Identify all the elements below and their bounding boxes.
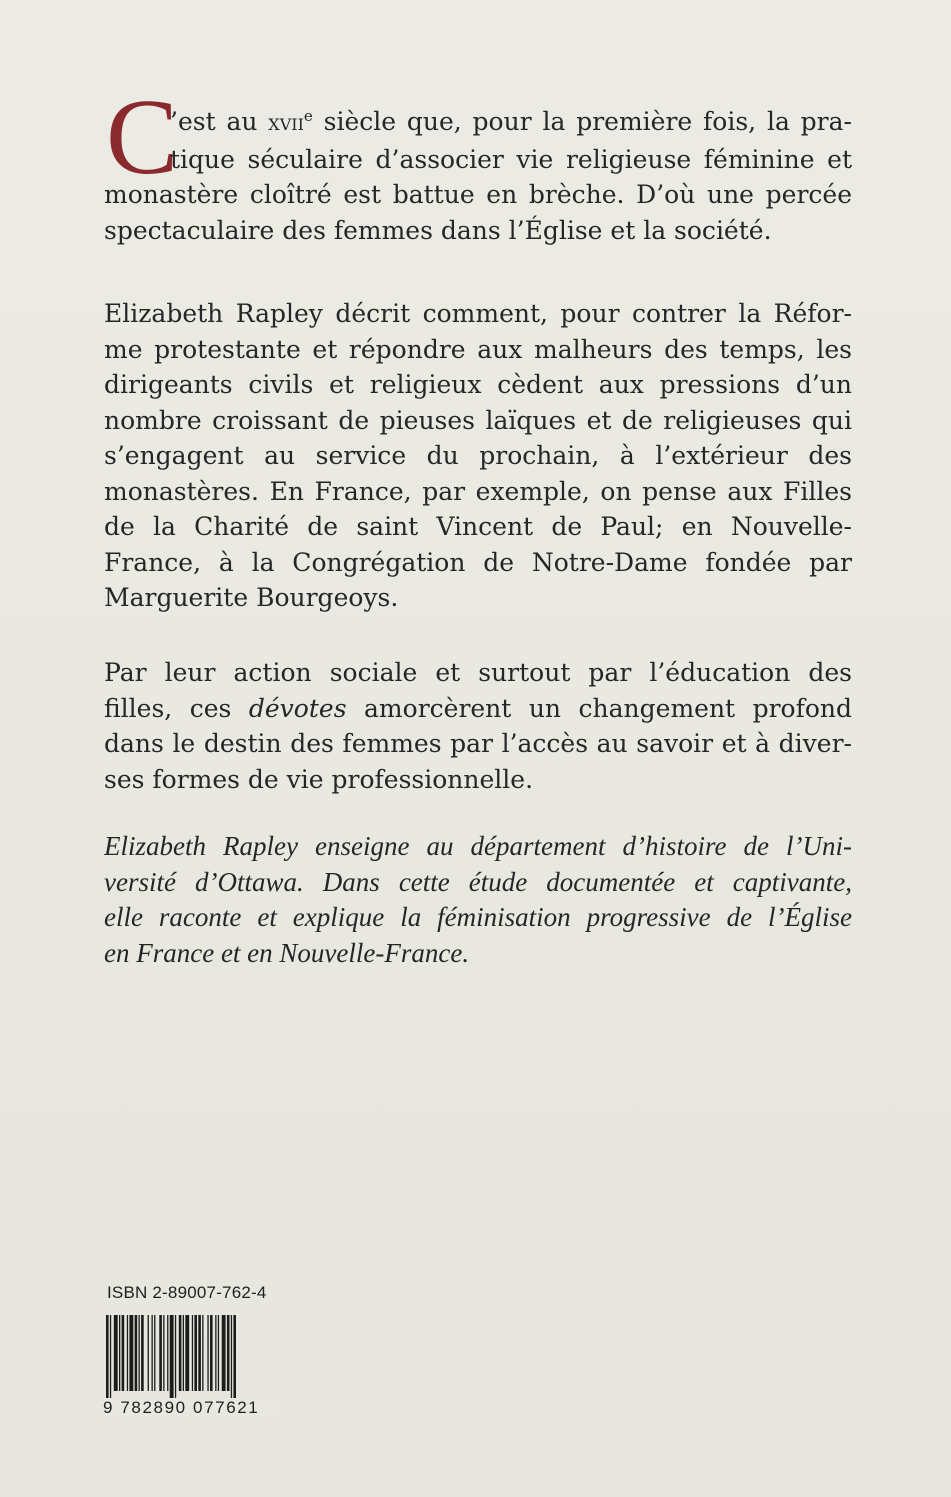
barcode-bar <box>106 1315 109 1399</box>
barcode-digits: 9 782890 077621 <box>103 1398 281 1418</box>
barcode-bar <box>222 1315 226 1391</box>
barcode-bar <box>129 1315 133 1391</box>
barcode-bar <box>159 1315 162 1391</box>
barcode-bar <box>154 1315 155 1391</box>
barcode-bar <box>233 1315 236 1399</box>
text-line: spectaculaire des femmes dans l’Église et la société. <box>104 215 772 245</box>
text-line <box>104 104 852 142</box>
barcode-bar <box>185 1315 189 1391</box>
author-bio <box>104 829 852 971</box>
text-fragment: amorcèrent un changement profond <box>346 693 852 723</box>
barcode-bar <box>218 1315 219 1391</box>
barcode-bar <box>194 1315 197 1391</box>
barcode-bar <box>175 1315 176 1399</box>
isbn-label: ISBN 2-89007-762-4 <box>107 1283 267 1302</box>
text-line: monastère cloîtré est battue en brèche. D’où une percée <box>104 180 852 209</box>
italic-term: dévotes <box>248 693 347 723</box>
paragraph-description <box>104 296 852 616</box>
drop-cap: C <box>106 78 179 197</box>
text-line: nombre croissant de pieuses laïques et de religieuses qui <box>104 405 852 435</box>
barcode-bar <box>179 1315 182 1391</box>
barcode-graphic <box>104 1315 279 1403</box>
barcode-bar <box>192 1315 193 1391</box>
barcode-bar <box>127 1315 128 1391</box>
text-line: tique séculaire d’associer vie religieuse féminine et <box>170 144 852 174</box>
text-fragment: ’est au xvii <box>170 107 304 136</box>
barcode-bar <box>210 1315 213 1391</box>
barcode-bar <box>114 1315 118 1391</box>
text-line: en France et en Nouvelle-France. <box>104 937 470 968</box>
paragraph-impact <box>104 655 852 797</box>
barcode-bar <box>202 1315 203 1391</box>
century-numeral: xvii <box>268 110 304 136</box>
barcode-bar <box>122 1315 125 1391</box>
barcode-bar <box>215 1315 216 1391</box>
paragraph-intro <box>104 104 852 248</box>
barcode-bar <box>110 1315 111 1399</box>
text-line: Elizabeth Rapley enseigne au département d’histoire de l’Uni- <box>104 831 852 861</box>
barcode-bar <box>227 1315 230 1391</box>
text-line: elle raconte et explique la féminisation progressive de l’Église <box>104 902 852 932</box>
barcode-bar <box>183 1315 184 1391</box>
text-line: dirigeants civils et religieux cèdent aux pressions d’un <box>104 370 852 399</box>
text-line: monastères. En France, par exemple, on pense aux Filles <box>104 476 852 506</box>
barcode-bar <box>198 1315 201 1391</box>
text-line: France, à la Congrégation de Notre-Dame fondée par <box>104 547 852 577</box>
barcode-bar <box>207 1315 208 1391</box>
barcode-bar <box>119 1315 120 1391</box>
text-line: me protestante et répondre aux malheurs des temps, les <box>104 334 852 364</box>
barcode-bar <box>167 1315 168 1391</box>
barcode-bar <box>152 1315 153 1391</box>
barcode <box>104 1315 279 1405</box>
barcode-bar <box>148 1315 149 1391</box>
barcode-bar <box>135 1315 138 1391</box>
text-line <box>104 691 852 727</box>
barcode-bar <box>139 1315 140 1391</box>
text-fragment: siècle que, pour la première fois, la pra- <box>312 107 852 136</box>
superscript: e <box>303 107 313 125</box>
text-line: de la Charité de saint Vincent de Paul; en Nouvelle- <box>104 512 852 541</box>
text-line: dans le destin des femmes par l’accès au savoir et à diver- <box>104 729 852 758</box>
text-fragment: filles, ces <box>104 693 249 723</box>
barcode-bar <box>141 1315 144 1391</box>
barcode-bar <box>163 1315 164 1391</box>
text-line: Elizabeth Rapley décrit comment, pour contrer la Réfor- <box>104 299 852 328</box>
text-line: versité d’Ottawa. Dans cette étude documentée et captivante, <box>104 866 852 897</box>
barcode-bar <box>231 1315 232 1399</box>
barcode-bar <box>170 1315 174 1399</box>
text-line: s’engagent au service du prochain, à l’extérieur des <box>104 441 852 470</box>
text-line: Par leur action sociale et surtout par l’éducation des <box>104 658 852 687</box>
text-line: ses formes de vie professionnelle. <box>104 764 534 794</box>
text-line: Marguerite Bourgeoys. <box>104 583 399 612</box>
